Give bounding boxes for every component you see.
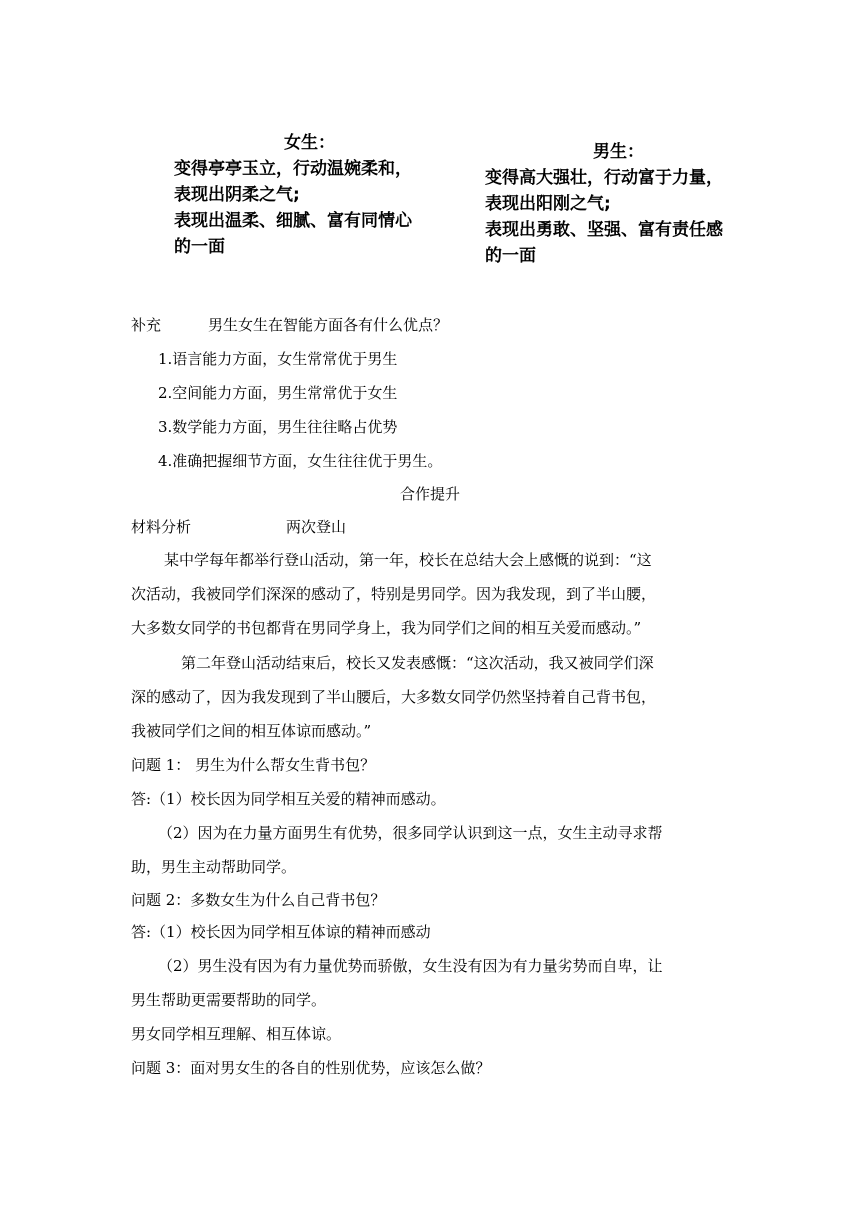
answer-line: 答:（1）校长因为同学相互体谅的精神而感动: [131, 923, 431, 941]
paragraph-line: 大多数女同学的书包都背在男同学身上，我为同学们之间的相互关爱而感动。”: [131, 619, 642, 637]
male-line: 的一面: [485, 246, 536, 266]
section-title: 合作提升: [399, 485, 460, 503]
male-line: 表现出勇敢、坚强、富有责任感: [485, 220, 723, 240]
female-line: 表现出温柔、细腻、富有同情心: [174, 211, 412, 231]
material-title: 两次登山: [286, 518, 347, 536]
male-heading: 男生：: [593, 142, 644, 162]
supplement-item: 3.数学能力方面，男生往往略占优势: [158, 418, 398, 436]
male-traits-box: [485, 139, 775, 269]
supplement-label: 补充: [131, 316, 162, 334]
answer-line: 男女同学相互理解、相互体谅。: [131, 1025, 342, 1043]
answer-line: （2）男生没有因为有力量优势而骄傲，女生没有因为有力量劣势而自卑，让: [158, 957, 663, 975]
female-traits-box: [174, 130, 464, 260]
answer-line: 男生帮助更需要帮助的同学。: [131, 991, 327, 1009]
question-3: 问题 3：面对男女生的各自的性别优势，应该怎么做？: [131, 1059, 491, 1077]
male-line: 表现出阳刚之气;: [485, 194, 611, 214]
question-1: 问题 1： 男生为什么帮女生背书包？: [131, 756, 376, 774]
supplement-item: 1.语言能力方面，女生常常优于男生: [158, 350, 398, 368]
paragraph-line: 我被同学们之间的相互体谅而感动。”: [131, 722, 372, 740]
answer-line: 助，男生主动帮助同学。: [131, 858, 297, 876]
male-line: 变得高大强壮，行动富于力量，: [485, 168, 723, 188]
paragraph-line: 次活动，我被同学们深深的感动了，特别是男同学。因为我发现，到了半山腰，: [131, 585, 657, 603]
supplement-item: 2.空间能力方面，男生常常优于女生: [158, 384, 398, 402]
material-label: 材料分析: [131, 518, 192, 536]
female-line: 的一面: [174, 237, 225, 257]
answer-line: 答:（1）校长因为同学相互关爱的精神而感动。: [131, 790, 446, 808]
female-line: 变得亭亭玉立，行动温婉柔和，: [174, 159, 412, 179]
question-2: 问题 2：多数女生为什么自己背书包？: [131, 891, 386, 909]
supplement-question: 男生女生在智能方面各有什么优点？: [208, 316, 449, 334]
paragraph-line: 第二年登山活动结束后，校长又发表感慨：“这次活动，我又被同学们深: [181, 654, 654, 672]
paragraph-line: 某中学每年都举行登山活动，第一年，校长在总结大会上感慨的说到：“这: [164, 551, 652, 569]
supplement-item: 4.准确把握细节方面，女生往往优于男生。: [158, 452, 443, 470]
female-line: 表现出阴柔之气;: [174, 185, 300, 205]
female-heading: 女生：: [284, 133, 335, 153]
paragraph-line: 深的感动了，因为我发现到了半山腰后，大多数女同学仍然坚持着自己背书包，: [131, 688, 657, 706]
answer-line: （2）因为在力量方面男生有优势，很多同学认识到这一点，女生主动寻求帮: [158, 824, 663, 842]
